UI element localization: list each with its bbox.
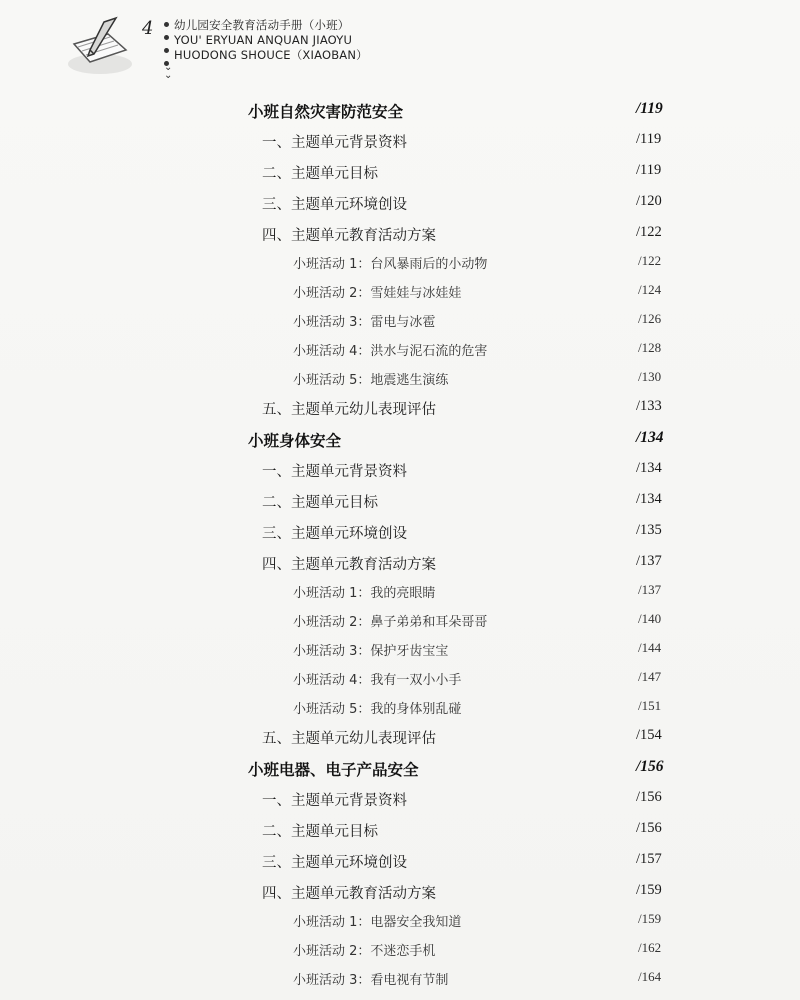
- toc-entry-title: 小班活动 5：我的身体别乱碰: [293, 702, 462, 717]
- toc-entry-page-number: /124: [638, 282, 662, 297]
- toc-entry-title: 二、主题单元目标: [262, 166, 378, 182]
- page-header: [60, 8, 460, 88]
- toc-entry-page-number: /159: [638, 911, 662, 926]
- toc-entry-page-number: /133: [636, 398, 662, 414]
- toc-entry-page-number: /120: [636, 193, 662, 209]
- toc-entry-page-number: /147: [638, 669, 662, 684]
- toc-entry-page-number: /119: [636, 162, 662, 178]
- toc-entry-title: 二、主题单元目标: [262, 495, 378, 511]
- toc-entry-page-number: /134: [636, 491, 662, 507]
- toc-entry-page-number: /128: [638, 340, 662, 355]
- toc-entry-title: 一、主题单元背景资料: [262, 135, 407, 151]
- chevron-down-icon: ⌄ ⌄: [164, 62, 173, 81]
- book-title-pinyin-line-1: YOU' ERYUAN ANQUAN JIAOYU: [174, 33, 353, 47]
- toc-entry-title: 小班活动 3：雷电与冰雹: [293, 315, 436, 330]
- toc-entry-page-number: /130: [638, 369, 662, 384]
- toc-entry-title: 一、主题单元背景资料: [262, 464, 407, 480]
- toc-entry-page-number: /135: [636, 522, 662, 538]
- toc-entry-title: 五、主题单元幼儿表现评估: [262, 731, 436, 747]
- toc-entry-page-number: /154: [636, 727, 662, 743]
- toc-entry-page-number: /134: [636, 429, 664, 446]
- toc-entry-title: 小班自然灾害防范安全: [248, 103, 404, 121]
- toc-entry-page-number: /144: [638, 640, 662, 655]
- toc-entry-page-number: /137: [636, 553, 662, 569]
- toc-entry-title: 小班活动 4：我有一双小小手: [293, 673, 462, 688]
- toc-entry-title: 四、主题单元教育活动方案: [262, 886, 436, 902]
- toc-entry-page-number: /122: [636, 224, 662, 240]
- toc-entry-title: 二、主题单元目标: [262, 824, 378, 840]
- toc-entry-page-number: /119: [636, 131, 662, 147]
- toc-entry-title: 小班活动 2：不迷恋手机: [293, 944, 436, 959]
- toc-entry-page-number: /151: [638, 698, 662, 713]
- toc-entry-page-number: /140: [638, 611, 662, 626]
- book-title-pinyin-line-2: HUODONG SHOUCE（XIAOBAN）: [174, 48, 368, 62]
- pencil-notepad-icon: [60, 14, 140, 78]
- toc-entry-page-number: /137: [638, 582, 662, 597]
- toc-entry-title: 一、主题单元背景资料: [262, 793, 407, 809]
- toc-entry-page-number: /159: [636, 882, 662, 898]
- toc-entry-page-number: /156: [636, 820, 662, 836]
- toc-entry-page-number: /162: [638, 940, 662, 955]
- toc-entry-title: 小班活动 3：保护牙齿宝宝: [293, 644, 449, 659]
- toc-entry-title: 五、主题单元幼儿表现评估: [262, 402, 436, 418]
- toc-entry-title: 小班活动 2：鼻子弟弟和耳朵哥哥: [293, 615, 488, 630]
- toc-entry-page-number: /164: [638, 969, 662, 984]
- toc-entry-title: 小班活动 5：地震逃生演练: [293, 373, 449, 388]
- toc-entry-page-number: /126: [638, 311, 662, 326]
- toc-entry-page-number: /134: [636, 460, 662, 476]
- toc-entry-title: 小班活动 1：我的亮眼睛: [293, 586, 436, 601]
- toc-entry-title: 四、主题单元教育活动方案: [262, 228, 436, 244]
- toc-entry-page-number: /157: [636, 851, 662, 867]
- page-number: 4: [142, 18, 154, 39]
- toc-entry-page-number: /122: [638, 253, 662, 268]
- toc-entry-page-number: /156: [636, 789, 662, 805]
- toc-entry-title: 四、主题单元教育活动方案: [262, 557, 436, 573]
- toc-entry-title: 三、主题单元环境创设: [262, 855, 407, 871]
- toc-entry-title: 小班活动 1：台风暴雨后的小动物: [293, 257, 488, 272]
- toc-entry-title: 三、主题单元环境创设: [262, 197, 407, 213]
- toc-entry-title: 小班身体安全: [248, 432, 342, 450]
- toc-entry-title: 小班电器、电子产品安全: [248, 761, 419, 779]
- toc-entry-title: 小班活动 4：洪水与泥石流的危害: [293, 344, 488, 359]
- toc-entry-title: 小班活动 3：看电视有节制: [293, 973, 449, 988]
- toc-entry-title: 三、主题单元环境创设: [262, 526, 407, 542]
- toc-entry-title: 小班活动 1：电器安全我知道: [293, 915, 462, 930]
- book-title: 幼儿园安全教育活动手册（小班）: [174, 18, 350, 32]
- toc-entry-title: 小班活动 2：雪娃娃与冰娃娃: [293, 286, 462, 301]
- toc-entry-page-number: /119: [636, 100, 663, 117]
- toc-entry-page-number: /156: [636, 758, 664, 775]
